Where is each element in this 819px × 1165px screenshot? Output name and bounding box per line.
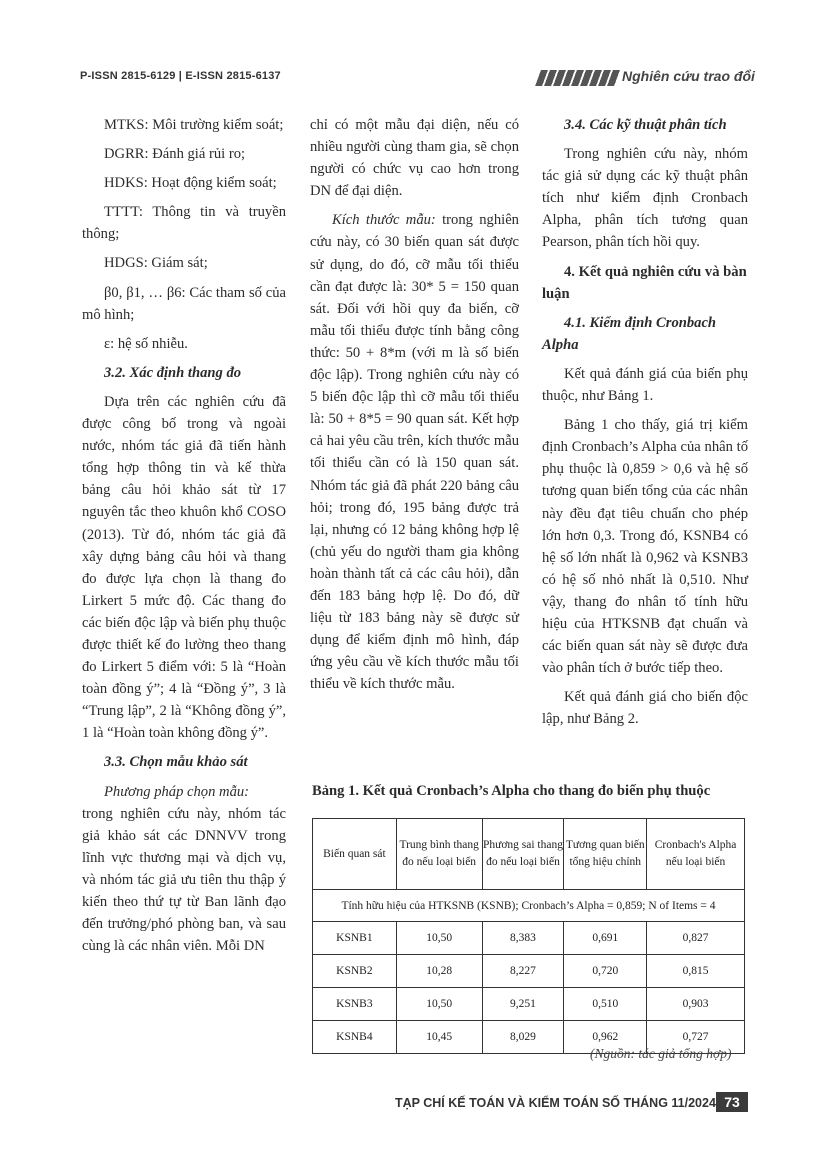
table-row xyxy=(313,955,745,988)
table-cell: 0,827 xyxy=(647,922,745,955)
column-1 xyxy=(82,114,286,964)
table-header-cell: Trung bình thang đo nếu loại biến xyxy=(396,819,482,890)
paragraph: DGRR: Đánh giá rủi ro; xyxy=(104,146,246,163)
table-cell: 0,720 xyxy=(564,955,647,988)
paragraph: trong nghiên cứu này, nhóm tác giả khảo sát các DNNVV trong lĩnh vực thương mại và dịch vụ, và nhóm tác giả ưu tiên thu thập ý kiến theo thứ tự từ Ban lãnh đạo đến trưởng/phó phòng ban, và sau cùng là các nhân viên. Mỗi DN xyxy=(82,805,286,955)
table-source-note: (Nguồn: tác giả tổng hợp) xyxy=(590,1046,732,1061)
paragraph: TTTT: Thông tin và truyền thông; xyxy=(82,204,286,243)
paragraph: MTKS: Môi trường kiểm soát; xyxy=(104,117,284,133)
journal-footer: TẠP CHÍ KẾ TOÁN VÀ KIỂM TOÁN SỐ THÁNG 11/2024 xyxy=(395,1096,716,1110)
paragraph: Trong nghiên cứu này, nhóm tác giả sử dụng các kỹ thuật phân tích như kiểm định Cronbach Alpha, phân tích tương quan Pearson, phân tích hồi quy. xyxy=(542,146,748,251)
table-cell: KSNB1 xyxy=(313,922,397,955)
paragraph: Kết quả đánh giá cho biến độc lập, như Bảng 2. xyxy=(542,689,748,728)
table-cell: 10,50 xyxy=(396,988,482,1021)
issn-header: P-ISSN 2815-6129 | E-ISSN 2815-6137 xyxy=(80,70,281,82)
table-cell: 10,50 xyxy=(396,922,482,955)
table-cell: 0,727 xyxy=(647,1021,745,1054)
table-header-cell: Cronbach's Alpha nếu loại biến xyxy=(647,819,745,890)
table-header-cell: Phương sai thang đo nếu loại biến xyxy=(482,819,564,890)
column-3 xyxy=(542,114,748,737)
sample-size-text: trong nghiên cứu này, có 30 biến quan sát được sử dụng, do đó, cỡ mẫu tối thiểu cần đạt được là: 30* 5 = 150 quan sát. Đối với hồi quy đa biến, cỡ mẫu tối thiểu được tính bằng công thức: 50 + 8*m (với m là số biến độc lập). Trong nghiên cứu này có 5 biến độc lập thì cỡ mẫu tối thiểu là: 50 + 8*5 = 90 quan sát. Kết hợp cả hai yêu cầu trên, kích thước mẫu tối thiểu cần có là 150 quan sát. Nhóm tác giả đã phát 220 bảng câu hỏi; trong đó, 195 bảng được trả lại, nhưng có 12 bảng không hợp lệ (chủ yếu do người tham gia không hoàn thành tất cả các câu hỏi), dẫn đến 183 bảng hợp lệ. Do đó, dữ liệu từ 183 bảng này sẽ được sử dụng để kiểm định mô hình, đáp ứng yêu cầu về kích thước mẫu tối thiểu về kích thước mẫu. xyxy=(310,212,519,693)
section-heading-3-2: 3.2. Xác định thang đo xyxy=(104,364,242,381)
table-cell: KSNB4 xyxy=(313,1021,397,1054)
paragraph: Bảng 1 cho thấy, giá trị kiểm định Cronbach’s Alpha của nhân tố phụ thuộc là 0,859 > 0,6 và hệ số tương quan biến tổng của các nhân này đều đạt tiêu chuẩn cho phép lớn hơn 0,3. Trong đó, KSNB4 có hệ số lớn nhất là 0,962 và KSNB3 có hệ số nhỏ nhất là 0,510. Như vậy, thang đo nhân tố tính hữu hiệu của HTKSNB đạt chuẩn và các biến quan sát này sẽ được đưa vào phân tích ở bước tiếp theo. xyxy=(542,417,748,677)
table-cell: 0,903 xyxy=(647,988,745,1021)
table-group-cell: Tính hữu hiệu của HTKSNB (KSNB); Cronbach’s Alpha = 0,859; N of Items = 4 xyxy=(313,890,745,922)
section-heading-3-3: 3.3. Chọn mẫu khảo sát xyxy=(104,754,248,771)
table-caption: Bảng 1. Kết quả Cronbach’s Alpha cho thang đo biến phụ thuộc xyxy=(312,783,711,799)
table-cell: 8,029 xyxy=(482,1021,564,1054)
page-number: 73 xyxy=(716,1092,748,1112)
table-cell: 8,383 xyxy=(482,922,564,955)
section-heading-4: 4. Kết quả nghiên cứu và bàn luận xyxy=(542,263,747,302)
sampling-method-label: Phương pháp chọn mẫu: xyxy=(104,783,250,800)
paragraph xyxy=(82,781,286,803)
header-stripe-decoration xyxy=(535,70,621,86)
paragraph: ε: hệ số nhiễu. xyxy=(104,335,188,352)
section-heading-4-1: 4.1. Kiểm định Cronbach Alpha xyxy=(542,314,717,353)
section-heading-3-4: 3.4. Các kỹ thuật phân tích xyxy=(564,117,727,133)
paragraph: β0, β1, … β6: Các tham số của mô hình; xyxy=(82,284,286,323)
column-2 xyxy=(310,114,519,702)
paragraph: Dựa trên các nghiên cứu đã được công bố trong và ngoài nước, nhóm tác giả đã tiến hành tổng hợp thông tin và kế thừa bảng câu hỏi khảo sát từ 17 nguyên tắc theo khuôn khổ COSO (2013). Từ đó, nhóm tác giả đã xây dựng bảng câu hỏi và thang đo được lựa chọn là thang đo Lirkert 5 mức độ. Các thang đo các biến độc lập và biến phụ thuộc được thiết kế đo lường theo thang đo Lirkert 5 điểm với: 5 là “Hoàn toàn đồng ý”; 4 là “Đồng ý”, 3 là “Trung lập”, 2 là “Không đồng ý”, 1 là “Hoàn toàn không đồng ý”. xyxy=(82,393,286,742)
paragraph: chỉ có một mẫu đại diện, nếu có nhiều người cùng tham gia, sẽ chọn người có chức vụ cao hơn trong DN để đại diện. xyxy=(310,117,519,200)
table-group-row xyxy=(313,890,745,922)
table-cell: 9,251 xyxy=(482,988,564,1021)
table-cell: 0,691 xyxy=(564,922,647,955)
table-cell: 0,510 xyxy=(564,988,647,1021)
paragraph xyxy=(310,209,519,695)
sample-size-label: Kích thước mẫu: xyxy=(332,212,436,229)
table-row xyxy=(313,922,745,955)
paragraph: Kết quả đánh giá của biến phụ thuộc, như Bảng 1. xyxy=(542,365,748,405)
table-cell: 0,815 xyxy=(647,955,745,988)
table-header-row xyxy=(313,819,745,890)
table-cell: KSNB2 xyxy=(313,955,397,988)
table-cell: 10,28 xyxy=(396,955,482,988)
table-cell: 0,962 xyxy=(564,1021,647,1054)
table-header-cell: Tương quan biến tổng hiệu chỉnh xyxy=(564,819,647,890)
table-cell: 8,227 xyxy=(482,955,564,988)
table-row xyxy=(313,988,745,1021)
table-cell: 10,45 xyxy=(396,1021,482,1054)
section-header: Nghiên cứu trao đổi xyxy=(622,68,755,84)
paragraph: HDKS: Hoạt động kiểm soát; xyxy=(104,175,277,192)
table-cell: KSNB3 xyxy=(313,988,397,1021)
cronbach-table xyxy=(312,818,745,1054)
table-header-cell: Biến quan sát xyxy=(313,819,397,890)
paragraph: HDGS: Giám sát; xyxy=(104,255,208,272)
